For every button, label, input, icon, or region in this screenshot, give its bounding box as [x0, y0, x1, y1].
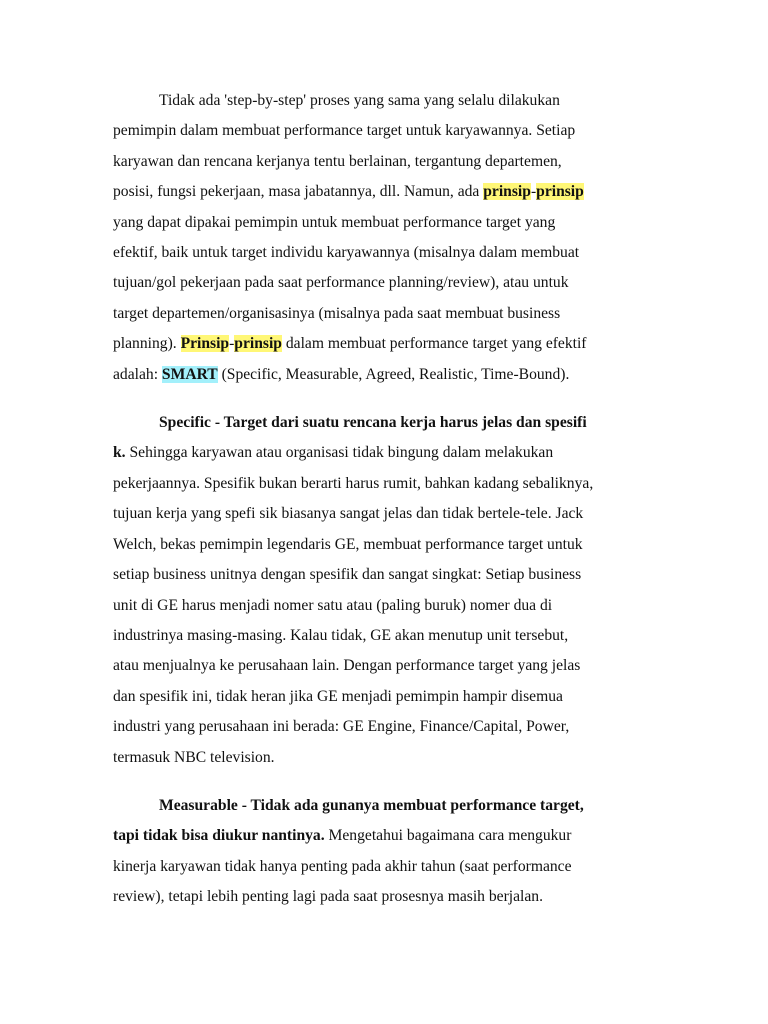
text-line: atau menjualnya ke perusahaan lain. Dengan performance target yang jelas — [113, 657, 581, 675]
paragraph-measurable — [113, 791, 661, 913]
text-line: setiap business unitnya dengan spesifik dan sangat singkat: Setiap business — [113, 566, 582, 584]
text-line: kinerja karyawan tidak hanya penting pada akhir tahun (saat performance — [113, 857, 572, 875]
text-line: pekerjaannya. Spesifik bukan berarti harus rumit, bahkan kadang sebaliknya, — [113, 474, 594, 492]
text-segment: Sehingga karyawan atau organisasi tidak bingung dalam melakukan — [125, 444, 554, 462]
text-line: Tidak ada 'step-by-step' proses yang sama yang selalu dilakukan — [159, 92, 560, 109]
text-segment: posisi, fungsi pekerjaan, masa jabatannya, dll. Namun, ada — [113, 183, 484, 201]
text-segment: planning). — [113, 335, 181, 353]
highlight-prinsip: prinsip — [536, 183, 584, 201]
text-line: industrinya masing-masing. Kalau tidak, GE akan menutup unit tersebut, — [113, 626, 569, 644]
paragraph-spacer — [113, 390, 661, 408]
specific-heading: Specific - Target dari suatu rencana kerja harus jelas dan spesifi — [159, 414, 587, 432]
text-segment: dalam membuat performance target yang efektif — [281, 335, 587, 353]
text-line: yang dapat dipakai pemimpin untuk membuat performance target yang — [113, 213, 556, 231]
highlight-prinsip: prinsip — [234, 335, 282, 353]
text-segment: Mengetahui bagaimana cara mengukur — [324, 827, 572, 845]
text-line: termasuk NBC television. — [113, 748, 275, 766]
text-line: Welch, bekas pemimpin legendaris GE, membuat performance target untuk — [113, 535, 583, 553]
highlight-prinsip: prinsip — [483, 183, 531, 201]
text-line: efektif, baik untuk target individu karyawannya (misalnya dalam membuat — [113, 244, 580, 262]
text-line — [113, 360, 661, 390]
text-line: industri yang perusahaan ini berada: GE Engine, Finance/Capital, Power, — [113, 718, 570, 736]
paragraph-specific — [113, 408, 661, 773]
text-segment: (Specific, Measurable, Agreed, Realistic, Time-Bound). — [217, 365, 570, 383]
text-line — [113, 821, 661, 851]
highlight-smart: SMART — [161, 365, 218, 383]
text-line: target departemen/organisasinya (misalnya pada saat membuat business — [113, 304, 561, 322]
text-line: tujuan kerja yang spefi sik biasanya sangat jelas dan tidak bertele-tele. Jack — [113, 505, 584, 523]
measurable-heading-end: tapi tidak bisa diukur nantinya. — [113, 827, 325, 845]
text-line — [113, 329, 661, 359]
text-line: tujuan/gol pekerjaan pada saat performance planning/review), atau untuk — [113, 274, 569, 292]
text-segment: - — [530, 183, 537, 201]
text-line — [113, 177, 661, 207]
text-line: unit di GE harus menjadi nomer satu atau (paling buruk) nomer dua di — [113, 596, 553, 614]
text-line — [113, 791, 661, 821]
specific-heading-end: k. — [113, 444, 126, 462]
text-line — [113, 408, 661, 438]
text-segment: adalah: — [113, 365, 162, 383]
text-line: dan spesifik ini, tidak heran jika GE menjadi pemimpin hampir disemua — [113, 687, 563, 705]
highlight-prinsip: Prinsip — [180, 335, 230, 353]
document-page — [113, 86, 661, 913]
text-segment: - — [229, 335, 235, 353]
measurable-heading: Measurable - Tidak ada gunanya membuat performance target, — [159, 796, 584, 814]
text-line — [113, 438, 661, 468]
text-line: pemimpin dalam membuat performance target untuk karyawannya. Setiap — [113, 122, 576, 140]
paragraph-intro — [113, 86, 661, 390]
text-line: karyawan dan rencana kerjanya tentu berlainan, tergantung departemen, — [113, 152, 562, 170]
text-line: review), tetapi lebih penting lagi pada saat prosesnya masih berjalan. — [113, 888, 543, 906]
paragraph-spacer — [113, 773, 661, 791]
